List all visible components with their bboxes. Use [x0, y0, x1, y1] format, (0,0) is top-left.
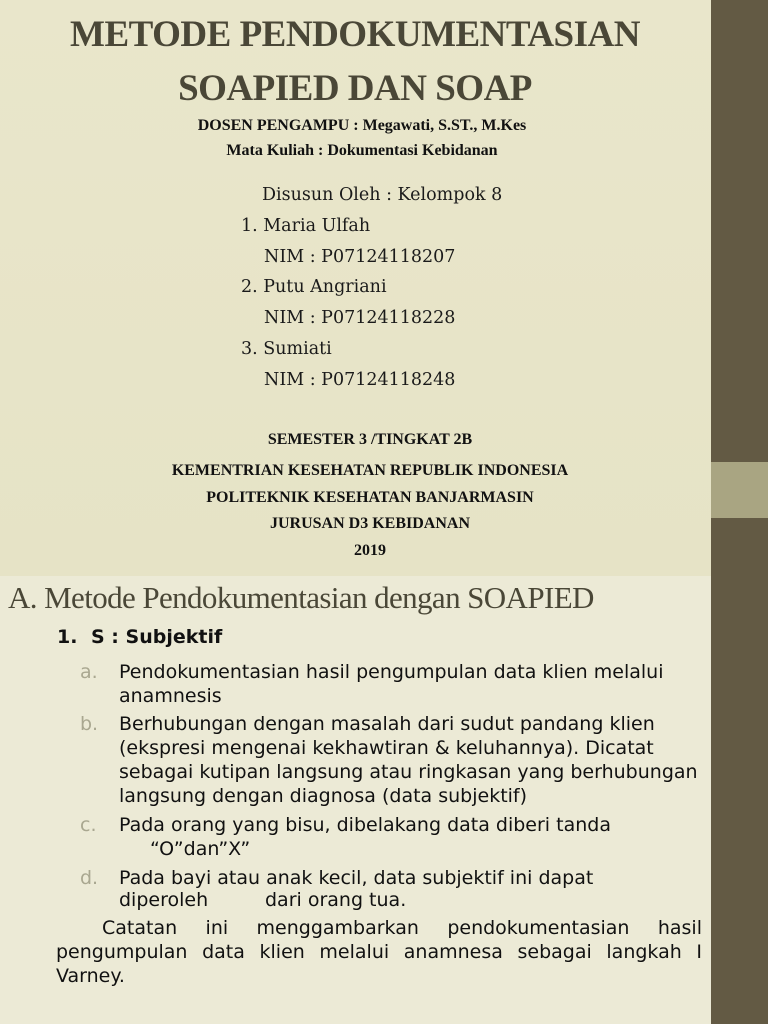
- mata-kuliah-label: Mata Kuliah : Dokumentasi Kebidanan: [226, 142, 498, 159]
- disusun-oleh: Disusun Oleh : Kelompok 8: [262, 185, 503, 205]
- member-1-nim: NIM : P07124118207: [264, 247, 456, 267]
- list-title: S : Subjektif: [91, 626, 223, 648]
- polytechnic-label: POLITEKNIK KESEHATAN BANJARMASIN: [206, 489, 534, 506]
- dosen-label: DOSEN PENGAMPU : Megawati, S.ST., M.Kes: [197, 117, 527, 134]
- list-marker: d.: [80, 867, 99, 889]
- list-item-text: Pendokumentasian hasil pengumpulan data klien melalui anamnesis: [119, 661, 664, 707]
- section-heading: A. Metode Pendokumentasian dengan SOAPIED: [8, 580, 594, 615]
- list-item-text-continued-2: dari orang tua.: [265, 889, 407, 911]
- member-2-name: 2. Putu Angriani: [241, 277, 387, 297]
- member-2-nim: NIM : P07124118228: [264, 308, 456, 328]
- title-line-1: METODE PENDOKUMENTASIAN: [70, 14, 640, 55]
- note-text: Catatan ini menggambarkan pendokumentasian hasil pengumpulan data klien melalui anamnesa sebagai langkah I Varney.: [56, 917, 702, 987]
- list-marker: c.: [80, 814, 97, 836]
- list-item-text-symbols: “O”dan”X”: [150, 838, 251, 860]
- year-label: 2019: [354, 542, 386, 559]
- list-item-b: [80, 712, 710, 808]
- department-label: JURUSAN D3 KEBIDANAN: [269, 515, 470, 532]
- title-line-2: SOAPIED DAN SOAP: [178, 68, 532, 109]
- list-marker: a.: [80, 661, 98, 683]
- ministry-label: KEMENTRIAN KESEHATAN REPUBLIK INDONESIA: [171, 462, 569, 479]
- list-item-d: [80, 866, 710, 914]
- list-item-a: [80, 660, 710, 708]
- list-number: 1.: [57, 626, 78, 648]
- decorative-band-accent: [711, 462, 768, 518]
- semester-label: SEMESTER 3 /TINGKAT 2B: [267, 431, 473, 448]
- list-marker: b.: [80, 713, 99, 735]
- list-heading: [57, 626, 222, 648]
- member-3-nim: NIM : P07124118248: [264, 370, 456, 390]
- list-item-text: Pada bayi atau anak kecil, data subjektif ini dapat: [119, 867, 594, 889]
- list-item-c: [80, 813, 710, 861]
- list-item-text: Berhubungan dengan masalah dari sudut pandang klien (ekspresi mengenai kekhawtiran & keluhannya). Dicatat sebagai kutipan langsung atau ringkasan yang berhubungan langsung dengan diagnosa (data subjektif): [119, 713, 698, 807]
- member-1-name: 1. Maria Ulfah: [241, 216, 371, 236]
- note-paragraph: [56, 916, 702, 988]
- member-3-name: 3. Sumiati: [241, 339, 332, 359]
- list-item-text: Pada orang yang bisu, dibelakang data diberi tanda: [119, 814, 611, 836]
- list-item-text-continued: diperoleh: [119, 889, 209, 911]
